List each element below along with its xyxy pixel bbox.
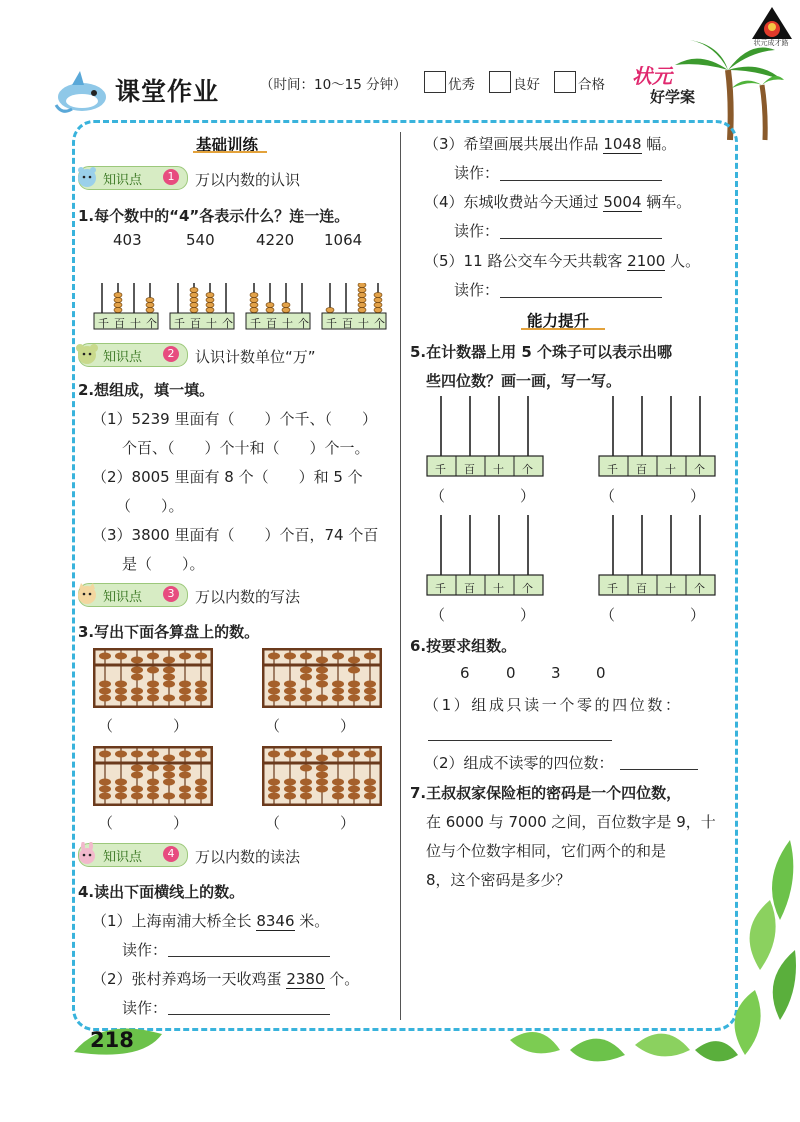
q4-item-4 bbox=[424, 191, 691, 212]
place-label: 个 bbox=[374, 317, 385, 330]
q4-answer-line-5[interactable] bbox=[500, 297, 662, 298]
place-label: 百 bbox=[342, 317, 353, 330]
q4-item-4-text: （4）东城收费站今天通过 bbox=[424, 193, 604, 211]
q4-item-2-unit: 个。 bbox=[324, 970, 360, 988]
place-label: 百 bbox=[464, 582, 475, 595]
rating-label-good: 良好 bbox=[513, 77, 540, 93]
dolphin-mascot-icon bbox=[52, 65, 112, 120]
q6-answer-line-1[interactable] bbox=[428, 740, 612, 741]
place-label: 个 bbox=[222, 317, 233, 330]
q2-line-6: 是（ ）。 bbox=[122, 555, 205, 573]
bear-mascot-icon bbox=[75, 165, 99, 189]
place-label: 千 bbox=[98, 317, 109, 330]
brand-bottom: 好学案 bbox=[650, 88, 696, 106]
place-label: 百 bbox=[190, 317, 201, 330]
q5-line-1: 5.在计数器上用 5 个珠子可以表示出哪 bbox=[410, 343, 673, 361]
place-label: 千 bbox=[435, 463, 446, 476]
publisher-logo-caption: 状元成才路 bbox=[753, 39, 789, 47]
kp-number: 1 bbox=[163, 169, 179, 185]
place-label: 十 bbox=[665, 463, 676, 476]
page-title: 课堂作业 bbox=[115, 77, 220, 106]
q3-stem: 3.写出下面各算盘上的数。 bbox=[78, 623, 260, 641]
place-label: 十 bbox=[493, 463, 504, 476]
kp-label: 知识点 bbox=[103, 173, 143, 188]
kp4-title: 万以内数的读法 bbox=[195, 848, 301, 866]
place-label: 百 bbox=[636, 582, 647, 595]
q2-line-2: 个百、（ ）个十和（ ）个一。 bbox=[122, 439, 370, 457]
place-label: 千 bbox=[174, 317, 185, 330]
q4-item-2-text: （2）张村养鸡场一天收鸡蛋 bbox=[92, 970, 287, 988]
q4-item-2 bbox=[92, 968, 359, 989]
rating-checkbox-good[interactable] bbox=[489, 71, 511, 93]
q2-line-3: （2）8005 里面有 8 个（ ）和 5 个 bbox=[92, 468, 363, 486]
q4-stem: 4.读出下面横线上的数。 bbox=[78, 883, 245, 901]
q1-stem: 1.每个数中的“4”各表示什么？连一连。 bbox=[78, 207, 350, 225]
place-label: 个 bbox=[694, 582, 705, 595]
q7-line-3: 位与个位数字相同，它们两个的和是 bbox=[426, 842, 667, 860]
rating-checkbox-excellent[interactable] bbox=[424, 71, 446, 93]
q6-part-1: （1）组成只读一个零的四位数： bbox=[424, 696, 683, 714]
q1-number-2: 540 bbox=[186, 231, 215, 249]
section-underline bbox=[521, 328, 605, 330]
q5-answer-4[interactable]: （ ） bbox=[600, 606, 706, 624]
q6-digit-3: 3 bbox=[551, 664, 561, 682]
abacus-4 bbox=[262, 746, 382, 806]
page-number: 218 bbox=[90, 1028, 134, 1052]
q5-counter-1-labels bbox=[426, 459, 544, 477]
q6-answer-line-2[interactable] bbox=[620, 769, 698, 770]
q4-read-label-4: 读作： bbox=[454, 222, 500, 240]
place-label: 百 bbox=[464, 463, 475, 476]
q4-item-5-text: （5）11 路公交车今天共载客 bbox=[424, 252, 628, 270]
kp-label: 知识点 bbox=[103, 350, 143, 365]
place-label: 千 bbox=[607, 463, 618, 476]
q4-item-3-text: （3）希望画展共展出作品 bbox=[424, 135, 604, 153]
q4-item-5 bbox=[424, 250, 700, 271]
q7-line-1 bbox=[410, 782, 681, 803]
place-label: 个 bbox=[694, 463, 705, 476]
kp-label: 知识点 bbox=[103, 590, 143, 605]
q1-number-4: 1064 bbox=[324, 231, 363, 249]
q2-line-5: （3）3800 里面有（ ）个百，74 个百 bbox=[92, 526, 379, 544]
q2-line-4: （ ）。 bbox=[116, 497, 184, 515]
abacus-2 bbox=[262, 648, 382, 708]
place-label: 千 bbox=[435, 582, 446, 595]
section-underline bbox=[193, 151, 267, 153]
q2-line-1: （1）5239 里面有（ ）个千、（ ） bbox=[92, 410, 377, 428]
q4-answer-line-1[interactable] bbox=[168, 956, 330, 957]
place-label: 千 bbox=[250, 317, 261, 330]
rating-label-excellent: 优秀 bbox=[448, 77, 475, 93]
bottom-leaves-icon bbox=[500, 1020, 740, 1080]
q6-part-2: （2）组成不读零的四位数： bbox=[424, 754, 614, 772]
abacus-1 bbox=[93, 648, 213, 708]
q7-text-1: 7.王叔叔家保险柜的密码是一个四位数， bbox=[410, 784, 682, 802]
place-label: 百 bbox=[266, 317, 277, 330]
place-label: 千 bbox=[326, 317, 337, 330]
kp-number: 2 bbox=[163, 346, 179, 362]
place-label: 千 bbox=[607, 582, 618, 595]
place-label: 十 bbox=[493, 582, 504, 595]
q4-answer-line-3[interactable] bbox=[500, 180, 662, 181]
q4-item-1 bbox=[92, 910, 329, 931]
place-label: 个 bbox=[522, 463, 533, 476]
place-label: 十 bbox=[358, 317, 369, 330]
q1-place-labels bbox=[94, 314, 390, 330]
place-label: 十 bbox=[130, 317, 141, 330]
place-label: 百 bbox=[114, 317, 125, 330]
time-limit: （时间：10～15 分钟） bbox=[260, 77, 407, 93]
q4-item-3 bbox=[424, 133, 676, 154]
rabbit-mascot-icon bbox=[75, 842, 99, 866]
kp-number: 3 bbox=[163, 586, 179, 602]
section-basic-training: 基础训练 bbox=[196, 136, 259, 154]
q4-item-4-number: 5004 bbox=[603, 193, 642, 211]
q4-item-5-number: 2100 bbox=[627, 252, 666, 270]
q4-read-label-3: 读作： bbox=[454, 164, 500, 182]
q6-digit-4: 0 bbox=[596, 664, 606, 682]
q4-read-label-1: 读作： bbox=[122, 941, 168, 959]
q7-line-4: 8，这个密码是多少？ bbox=[426, 871, 571, 889]
q6-digit-2: 0 bbox=[506, 664, 516, 682]
q3-answer-1[interactable]: （ ） bbox=[98, 717, 189, 735]
q4-item-1-number: 8346 bbox=[256, 912, 295, 930]
q5-answer-3[interactable]: （ ） bbox=[430, 606, 536, 624]
q4-item-3-unit: 幅。 bbox=[641, 135, 677, 153]
q5-answer-2[interactable]: （ ） bbox=[600, 487, 706, 505]
q4-read-label-2: 读作： bbox=[122, 999, 168, 1017]
q2-stem: 2.想组成，填一填。 bbox=[78, 381, 215, 399]
q5-counter-3-labels bbox=[426, 578, 544, 596]
place-label: 十 bbox=[282, 317, 293, 330]
kp2-title: 认识计数单位“万” bbox=[195, 348, 316, 366]
q4-answer-line-4[interactable] bbox=[500, 238, 662, 239]
kp3-title: 万以内数的写法 bbox=[195, 588, 301, 606]
q4-item-3-number: 1048 bbox=[603, 135, 642, 153]
mouse-mascot-icon bbox=[75, 342, 99, 366]
abacus-3 bbox=[93, 746, 213, 806]
kp1-title: 万以内数的认识 bbox=[195, 171, 301, 189]
q4-item-4-unit: 辆车。 bbox=[641, 193, 692, 211]
place-label: 个 bbox=[522, 582, 533, 595]
column-divider bbox=[400, 132, 401, 1020]
q1-number-3: 4220 bbox=[256, 231, 295, 249]
kp-number: 4 bbox=[163, 846, 179, 862]
q5-answer-1[interactable]: （ ） bbox=[430, 487, 536, 505]
q4-read-label-5: 读作： bbox=[454, 281, 500, 299]
q4-item-5-unit: 人。 bbox=[665, 252, 701, 270]
place-label: 个 bbox=[146, 317, 157, 330]
q6-stem: 6.按要求组数。 bbox=[410, 637, 517, 655]
q5-counter-4-labels bbox=[598, 578, 716, 596]
q3-answer-3[interactable]: （ ） bbox=[98, 814, 189, 832]
q3-answer-4[interactable]: （ ） bbox=[265, 814, 356, 832]
q5-line-2: 些四位数？画一画，写一写。 bbox=[426, 372, 622, 390]
q4-answer-line-2[interactable] bbox=[168, 1014, 330, 1015]
section-ability-improvement: 能力提升 bbox=[527, 312, 590, 330]
place-label: 十 bbox=[206, 317, 217, 330]
q4-item-2-number: 2380 bbox=[286, 970, 325, 988]
place-label: 百 bbox=[636, 463, 647, 476]
place-label: 十 bbox=[665, 582, 676, 595]
rating-checkbox-pass[interactable] bbox=[554, 71, 576, 93]
place-label: 个 bbox=[298, 317, 309, 330]
q7-line-2: 在 6000 与 7000 之间，百位数字是 9，十 bbox=[426, 813, 716, 831]
q4-item-1-text: （1）上海南浦大桥全长 bbox=[92, 912, 257, 930]
q1-number-1: 403 bbox=[113, 231, 142, 249]
kp-label: 知识点 bbox=[103, 850, 143, 865]
brand-top: 状元 bbox=[632, 64, 672, 88]
q3-answer-2[interactable]: （ ） bbox=[265, 717, 356, 735]
q4-item-1-unit: 米。 bbox=[294, 912, 330, 930]
q5-counter-2-labels bbox=[598, 459, 716, 477]
rating-label-pass: 合格 bbox=[578, 77, 605, 93]
q6-digit-1: 6 bbox=[460, 664, 470, 682]
cat-mascot-icon bbox=[75, 582, 99, 606]
